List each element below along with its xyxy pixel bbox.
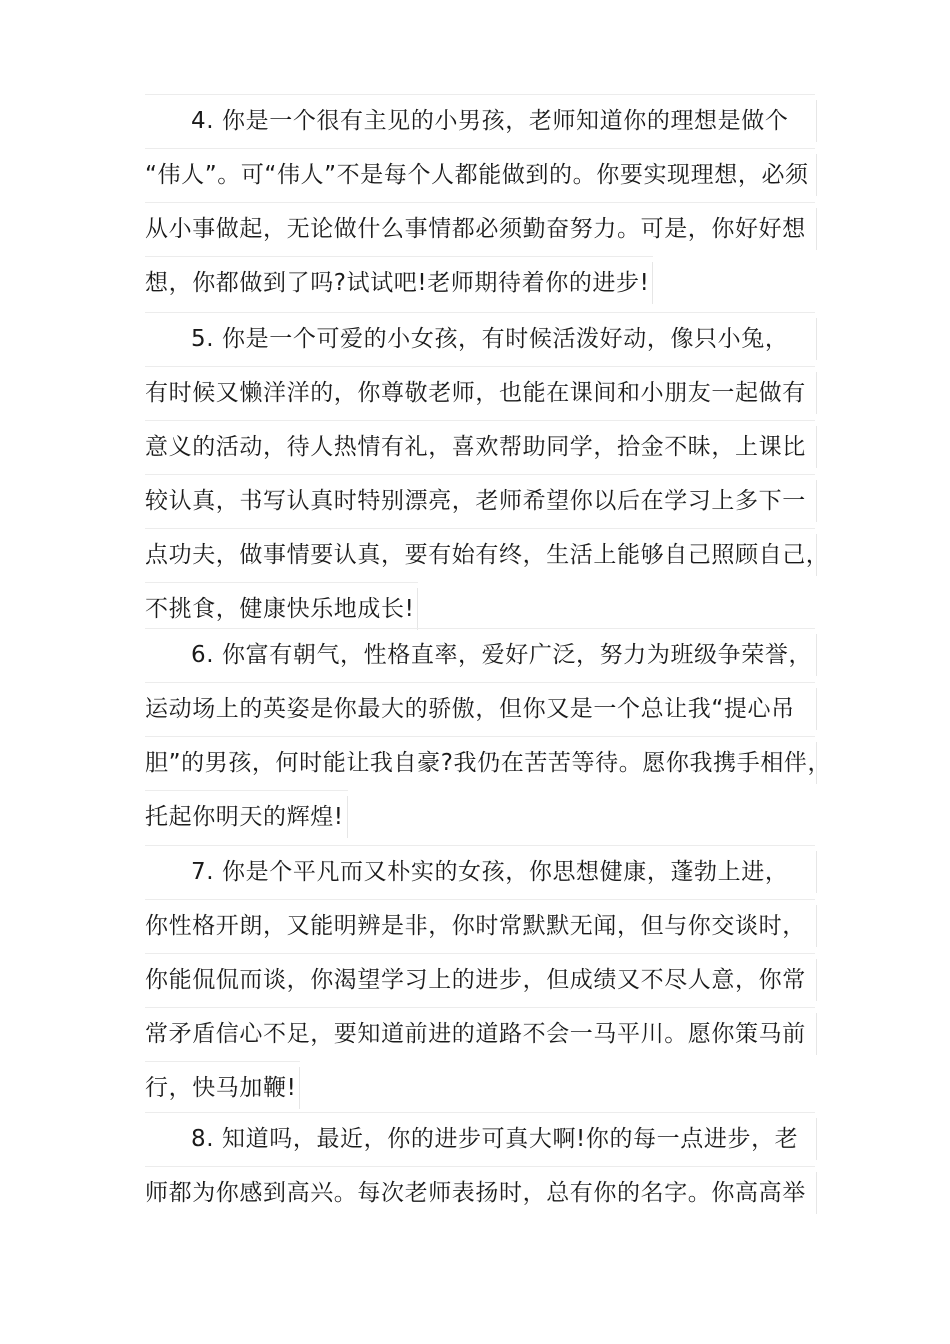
text-line: 较认真，书写认真时特别漂亮，老师希望你以后在学习上多下一	[145, 474, 815, 528]
text-line: 从小事做起，无论做什么事情都必须勤奋努力。可是，你好好想	[145, 202, 815, 256]
text-line: 8. 知道吗，最近，你的进步可真大啊!你的每一点进步，老	[145, 1112, 815, 1166]
text-line: 你性格开朗，又能明辨是非，你时常默默无闻，但与你交谈时，	[145, 899, 815, 953]
text-line: 点功夫，做事情要认真，要有始有终，生活上能够自己照顾自己，	[145, 528, 815, 582]
paragraph-5	[145, 312, 830, 636]
text-line: 5. 你是一个可爱的小女孩，有时候活泼好动，像只小兔，	[145, 312, 815, 366]
text-line: 行，快马加鞭!	[145, 1061, 300, 1115]
paragraph-6	[145, 628, 832, 844]
text-line: “伟人”。可“伟人”不是每个人都能做到的。你要实现理想，必须	[145, 148, 815, 202]
text-line: 意义的活动，待人热情有礼，喜欢帮助同学，拾金不昧，上课比	[145, 420, 815, 474]
text-line: 想，你都做到了吗?试试吧!老师期待着你的进步!	[145, 256, 653, 310]
text-line: 不挑食，健康快乐地成长!	[145, 582, 418, 636]
text-line: 4. 你是一个很有主见的小男孩，老师知道你的理想是做个	[145, 94, 815, 148]
text-line: 运动场上的英姿是你最大的骄傲，但你又是一个总让我“提心吊	[145, 682, 815, 736]
text-line: 7. 你是个平凡而又朴实的女孩，你思想健康，蓬勃上进，	[145, 845, 815, 899]
text-line: 师都为你感到高兴。每次老师表扬时，总有你的名字。你高高举	[145, 1166, 815, 1220]
text-line: 胆”的男孩，何时能让我自豪?我仍在苦苦等待。愿你我携手相伴，	[145, 736, 815, 790]
text-line: 6. 你富有朝气，性格直率，爱好广泛，努力为班级争荣誉，	[145, 628, 815, 682]
text-line: 托起你明天的辉煌!	[145, 790, 348, 844]
paragraph-4	[145, 94, 815, 310]
text-line: 常矛盾信心不足，要知道前进的道路不会一马平川。愿你策马前	[145, 1007, 815, 1061]
text-line: 有时候又懒洋洋的，你尊敬老师，也能在课间和小朋友一起做有	[145, 366, 815, 420]
text-line: 你能侃侃而谈，你渴望学习上的进步，但成绩又不尽人意，你常	[145, 953, 815, 1007]
paragraph-7	[145, 845, 815, 1115]
paragraph-8	[145, 1112, 815, 1220]
